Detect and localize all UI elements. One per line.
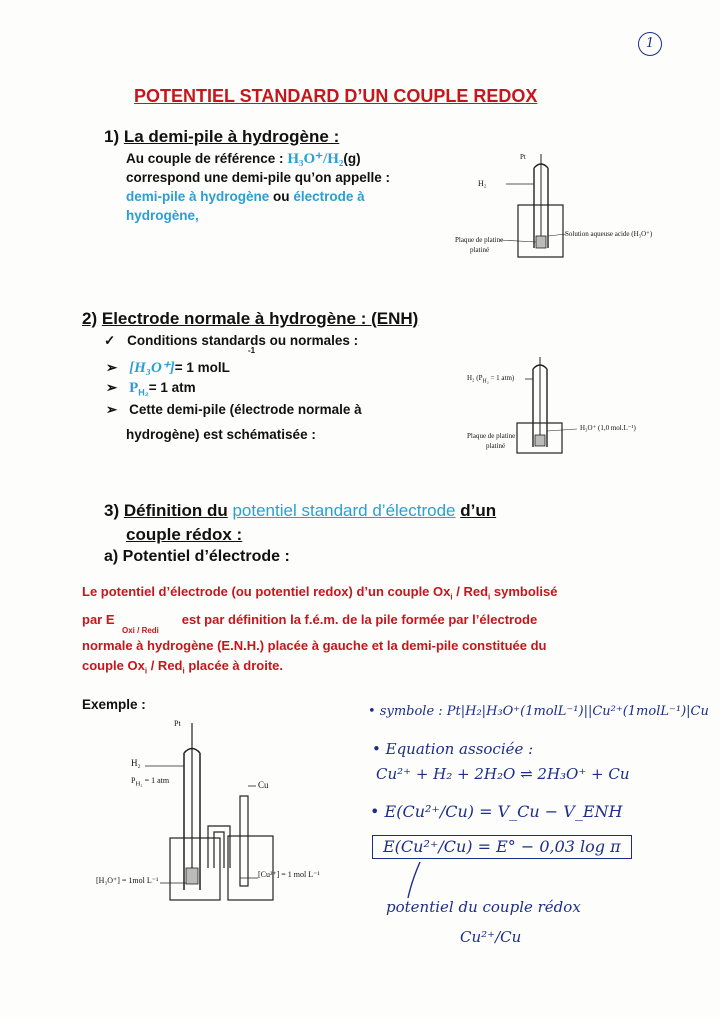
fig3-ph2-sub: H₂ xyxy=(135,780,143,788)
hand-potential-def: • E(Cu²⁺/Cu) = V_Cu − V_ENH xyxy=(370,802,623,821)
fig1-plate-label: Plaque de platine xyxy=(455,236,504,244)
section3-title-c: d’un xyxy=(460,501,497,520)
gas-state: (g) xyxy=(343,151,361,166)
def-sub: i xyxy=(144,666,148,676)
pressure-value: = 1 atm xyxy=(148,380,196,395)
def-sub: i xyxy=(450,592,453,602)
def-text: / Red xyxy=(147,658,183,673)
section3-title-link: potentiel standard d’électrode xyxy=(232,501,456,520)
fig2-h2-text: H₂ (P xyxy=(467,374,483,382)
platinum-plate xyxy=(536,236,546,248)
pressure-symbol: P xyxy=(129,380,139,396)
word-or: ou xyxy=(273,189,290,204)
fig3-h2-label: H₂ xyxy=(131,758,141,768)
definition-line2 xyxy=(82,610,642,630)
fig1-h2-label: H₂ xyxy=(478,179,487,188)
section1-heading xyxy=(104,127,339,147)
unit-exponent: -1 xyxy=(248,346,256,355)
fig1-platinized-label: platiné xyxy=(470,246,490,254)
pressure-subscript: H₂ xyxy=(138,387,149,398)
hand-equation-label: • Equation associée : xyxy=(372,740,534,758)
conditions-line xyxy=(104,331,358,350)
hand-caption-couple: Cu²⁺/Cu xyxy=(460,928,522,946)
page-number: 1 xyxy=(638,32,662,56)
def-text: symbolisé xyxy=(490,584,558,599)
check-icon: ✓ xyxy=(104,333,116,348)
bullet-pressure xyxy=(106,378,196,403)
section1-title: La demi-pile à hydrogène : xyxy=(123,127,340,146)
platinum-plate xyxy=(535,435,545,446)
fig1-solution-label: Solution aqueuse acide (H₃O⁺) xyxy=(565,230,653,238)
reference-couple-formula: H₃O⁺/H₂ xyxy=(287,151,344,167)
section2-title: Electrode normale à hydrogène : (ENH) xyxy=(101,309,419,328)
fig2-h2-sub: H₂ xyxy=(482,378,489,385)
page-title: POTENTIEL STANDARD D’UN COUPLE REDOX xyxy=(134,86,538,106)
conditions-text: Conditions standards ou normales : xyxy=(127,333,359,348)
fig3-left-conc: [H₃O⁺] = 1mol L⁻¹ xyxy=(96,876,159,885)
hand-equation: Cu²⁺ + H₂ + 2H₂O ⇌ 2H₃O⁺ + Cu xyxy=(376,765,630,783)
fig2-h2-rest: = 1 atm) xyxy=(488,374,515,382)
example-label: Exemple : xyxy=(82,697,146,712)
fig2-h2-label xyxy=(467,374,514,384)
def-subscript-oxi-redi: Oxi / Redi xyxy=(122,626,159,635)
def-sub: i xyxy=(182,666,185,676)
def-text: est par définition la f.é.m. de la pile formée par l’électrode xyxy=(181,612,538,627)
section3-number: 3) xyxy=(104,501,120,520)
hand-caption: potentiel du couple rédox xyxy=(386,898,581,916)
term-half-cell: demi-pile à hydrogène xyxy=(126,189,270,204)
def-text: couple Ox xyxy=(82,658,145,673)
section1-line3 xyxy=(126,187,365,206)
enh-diagram xyxy=(465,355,675,455)
section1-line2: correspond une demi-pile qu’on appelle : xyxy=(126,170,391,185)
fig3-cu-label: Cu xyxy=(258,780,269,790)
fig3-right-conc: [Cu²⁺] = 1 mol L⁻¹ xyxy=(258,870,320,879)
section2-number: 2) xyxy=(82,309,98,328)
copper-electrode xyxy=(240,796,248,886)
platinum-plate xyxy=(186,868,198,884)
fig3-ph2-label xyxy=(131,776,169,788)
concentration-value: = 1 molL xyxy=(174,360,230,375)
def-text: / Red xyxy=(452,584,489,599)
def-text: Le potentiel d’électrode (ou potentiel redox) d’un couple Ox xyxy=(82,584,451,599)
definition-line4 xyxy=(82,656,642,682)
hand-nernst-box: E(Cu²⁺/Cu) = E° − 0,03 log π xyxy=(372,835,632,859)
h3o-formula: [H₃O⁺] xyxy=(129,360,175,376)
fig3-ph2-val: = 1 atm xyxy=(142,776,170,785)
def-text: par E xyxy=(82,612,115,627)
section3-heading-line2: couple rédox : xyxy=(126,525,243,544)
fig3-ph2-text: P xyxy=(131,776,136,785)
section2-heading xyxy=(82,309,418,329)
hand-symbol-line: • symbole : Pt|H₂|H₃O⁺(1molL⁻¹)||Cu²⁺(1molL⁻¹)|Cu xyxy=(368,704,709,719)
section1-line1 xyxy=(126,149,361,169)
arrow-bullet-icon: ➢ xyxy=(106,380,118,395)
fig2-plate-label: Plaque de platine xyxy=(467,432,516,440)
fig1-pt-label: Pt xyxy=(520,153,526,161)
arrow-bullet-icon: ➢ xyxy=(106,360,118,375)
arrow-bullet-icon: ➢ xyxy=(106,402,118,417)
fig2-platinized-label: platiné xyxy=(486,442,506,450)
salt-bridge xyxy=(208,826,230,868)
fig3-pt-label: Pt xyxy=(174,719,181,728)
line1-text: Au couple de référence : xyxy=(126,151,284,166)
fig2-solution-label: H₃O⁺ (1,0 mol.L⁻¹) xyxy=(580,424,636,432)
section1-line4: hydrogène, xyxy=(126,208,199,223)
schema-text-2: hydrogène) est schématisée : xyxy=(126,427,316,442)
definition-line3: normale à hydrogène (E.N.H.) placée à gauche et la demi-pile constituée du xyxy=(82,638,547,653)
section1-number: 1) xyxy=(104,127,120,146)
section3-title-a: Définition du xyxy=(123,501,228,520)
bullet-schema xyxy=(106,400,362,419)
bullet-concentration xyxy=(106,358,230,378)
section3-heading xyxy=(104,501,496,521)
subsection-a-heading: a) Potentiel d’électrode : xyxy=(104,548,290,565)
schema-text-1: Cette demi-pile (électrode normale à xyxy=(129,402,362,417)
hand-arrow xyxy=(400,860,430,900)
right-beaker xyxy=(228,836,273,900)
definition-line1 xyxy=(82,582,642,608)
def-sub: i xyxy=(488,592,491,602)
def-text: placée à droite. xyxy=(184,658,283,673)
term-electrode: électrode à xyxy=(293,189,365,204)
